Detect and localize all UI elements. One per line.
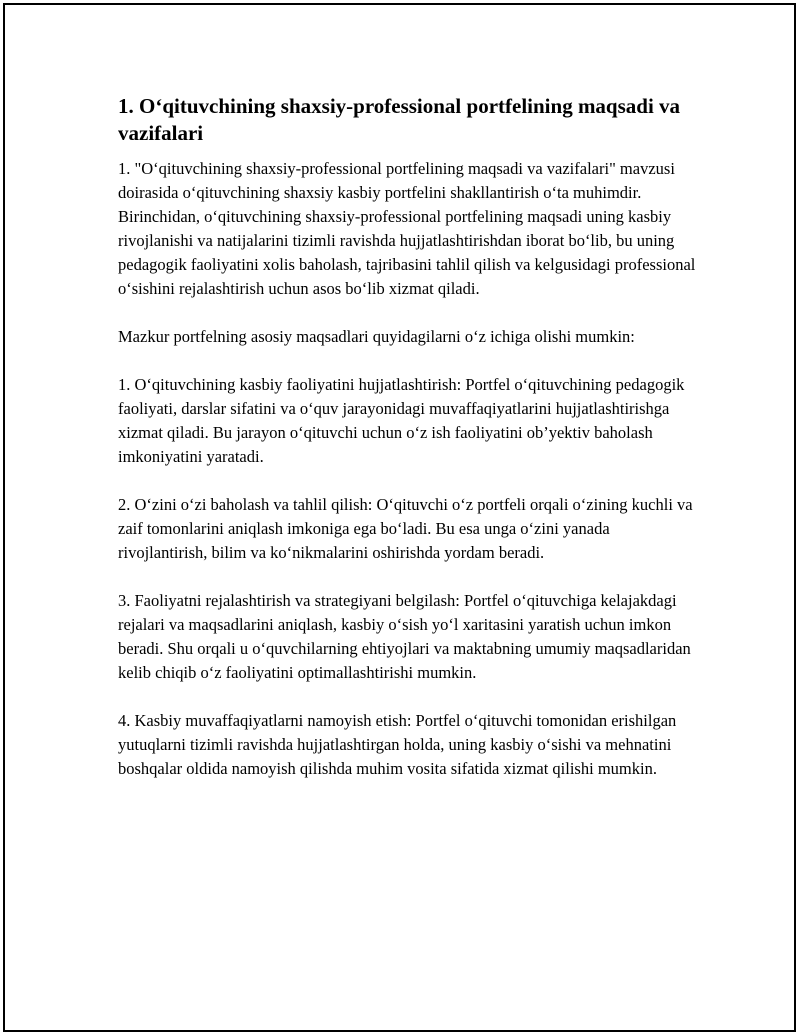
paragraph-item-3: 3. Faoliyatni rejalashtirish va strategiyani belgilash: Portfel o‘qituvchiga kelajakdagi rejalari va maqsadlarini aniqlash, kasbiy o‘sish yo‘l xaritasini yaratish uchun imkon beradi. Shu orqali u o‘quvchilarning ehtiyojlari va maktabning umumiy maqsadlaridan kelib chiqib o‘z faoliyatini optimallashtirishi mumkin. bbox=[118, 591, 691, 682]
paragraph-item-4: 4. Kasbiy muvaffaqiyatlarni namoyish etish: Portfel o‘qituvchi tomonidan erishilgan yutuqlarni tizimli ravishda hujjatlashtirgan holda, uning kasbiy o‘sishi va mehnatini boshqalar oldida namoyish qilishda muhim vosita sifatida xizmat qilishi mumkin. bbox=[118, 711, 677, 778]
document-title: 1. O‘qituvchining shaxsiy-professional portfelining maqsadi va vazifalari bbox=[118, 94, 681, 145]
document-body bbox=[118, 93, 698, 805]
paragraph-intro: 1. "O‘qituvchining shaxsiy-professional portfelining maqsadi va vazifalari" mavzusi doirasida o‘qituvchining shaxsiy kasbiy portfelini shakllantirish o‘ta muhimdir. Birinchidan, o‘qituvchining shaxsiy-professional portfelining maqsadi uning kasbiy rivojlanishi va natijalarini tizimli ravishda hujjatlashtirishdan iborat bo‘lib, bu uning pedagogik faoliyatini xolis baholash, tajribasini tahlil qilish va kelgusidagi professional o‘sishini rejalashtirish uchun asos bo‘lib xizmat qiladi. bbox=[118, 159, 696, 298]
paragraph-item-1: 1. O‘qituvchining kasbiy faoliyatini hujjatlashtirish: Portfel o‘qituvchining pedagogik faoliyati, darslar sifatini va o‘quv jarayonidagi muvaffaqiyatlarini hujjatlashtirishga xizmat qiladi. Bu jarayon o‘qituvchi uchun o‘z ish faoliyatini ob’yektiv baholash imkoniyatini yaratadi. bbox=[118, 375, 685, 466]
paragraph-item-2: 2. O‘zini o‘zi baholash va tahlil qilish: O‘qituvchi o‘z portfeli orqali o‘zining kuchli va zaif tomonlarini aniqlash imkoniga ega bo‘ladi. Bu esa unga o‘zini yanada rivojlantirish, bilim va ko‘nikmalarini oshirishda yordam beradi. bbox=[118, 495, 693, 562]
paragraph-goals-lead: Mazkur portfelning asosiy maqsadlari quyidagilarni o‘z ichiga olishi mumkin: bbox=[118, 327, 635, 346]
